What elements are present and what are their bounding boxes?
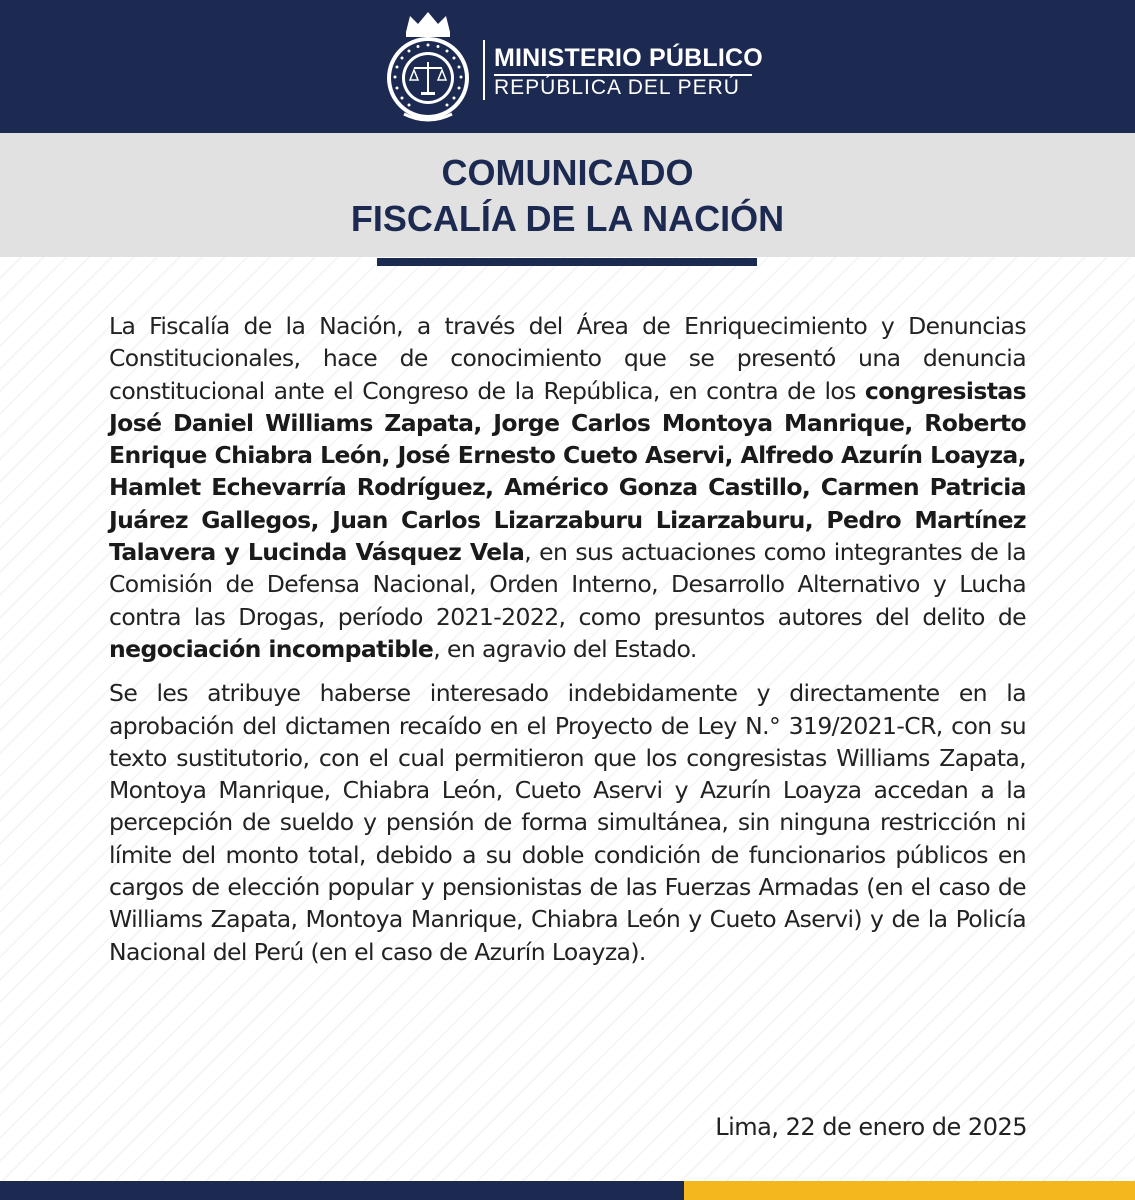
paragraph-1 — [109, 310, 1026, 665]
org-country: REPÚBLICA DEL PERÚ — [494, 76, 740, 99]
footer-bar-gold — [684, 1181, 1135, 1200]
p1-crime: negociación incompatible — [109, 634, 434, 663]
ministerio-publico-seal-icon — [384, 10, 472, 130]
p1-accused-names: congresistas José Daniel Williams Zapata, Jorge Carlos Montoya Manrique, Roberto Enrique Chiabra León, José Ernesto Cueto Aservi, Alfredo Azurín Loayza, Hamlet Echevarría Rodríguez, Américo Gonza Castillo, Carmen Patricia Juárez Gallegos, Juan Carlos Lizarzaburu Lizarzaburu, Pedro Martínez Talavera y Lucinda Vásquez Vela — [109, 376, 1026, 567]
title-line-1: COMUNICADO — [441, 152, 694, 193]
p1-intro: La Fiscalía de la Nación, a través del Área de Enriquecimiento y Denuncias Constitucionales, hace de conocimiento que se presentó una denuncia constitucional ante el Congreso de la República, en contra de los — [109, 312, 1026, 405]
org-name: MINISTERIO PÚBLICO — [494, 44, 763, 72]
paragraph-2: Se les atribuye haberse interesado indebidamente y directamente en la aprobación del dictamen recaído en el Proyecto de Ley N.° 319/2021-CR, con su texto sustitutorio, con el cual permitieron que los congresistas Williams Zapata, Montoya Manrique, Chiabra León, Cueto Aservi y Azurín Loayza accedan a la percepción de sueldo y pensión de forma simultánea, sin ninguna restricción ni límite del monto total, debido a su doble condición de funcionarios públicos en cargos de elección popular y pensionistas de las Fuerzas Armadas (en el caso de Williams Zapata, Montoya Manrique, Chiabra León y Cueto Aservi) y de la Policía Nacional del Perú (en el caso de Azurín Loayza). — [109, 679, 1026, 966]
brand-divider — [483, 40, 485, 100]
title-line-2: FISCALÍA DE LA NACIÓN — [350, 198, 785, 239]
title-underline — [377, 258, 757, 266]
footer-bar-navy — [0, 1181, 684, 1200]
p1-middle: , en sus actuaciones como integrantes de la Comisión de Defensa Nacional, Orden Interno, Desarrollo Alternativo y Lucha contra las Drogas, período 2021-2022, como presuntos autores del delito de — [109, 538, 1026, 631]
page-title — [0, 150, 1135, 242]
p1-end: , en agravio del Estado. — [433, 634, 697, 663]
communique-body — [109, 310, 1026, 980]
place-date: Lima, 22 de enero de 2025 — [715, 1113, 1027, 1141]
